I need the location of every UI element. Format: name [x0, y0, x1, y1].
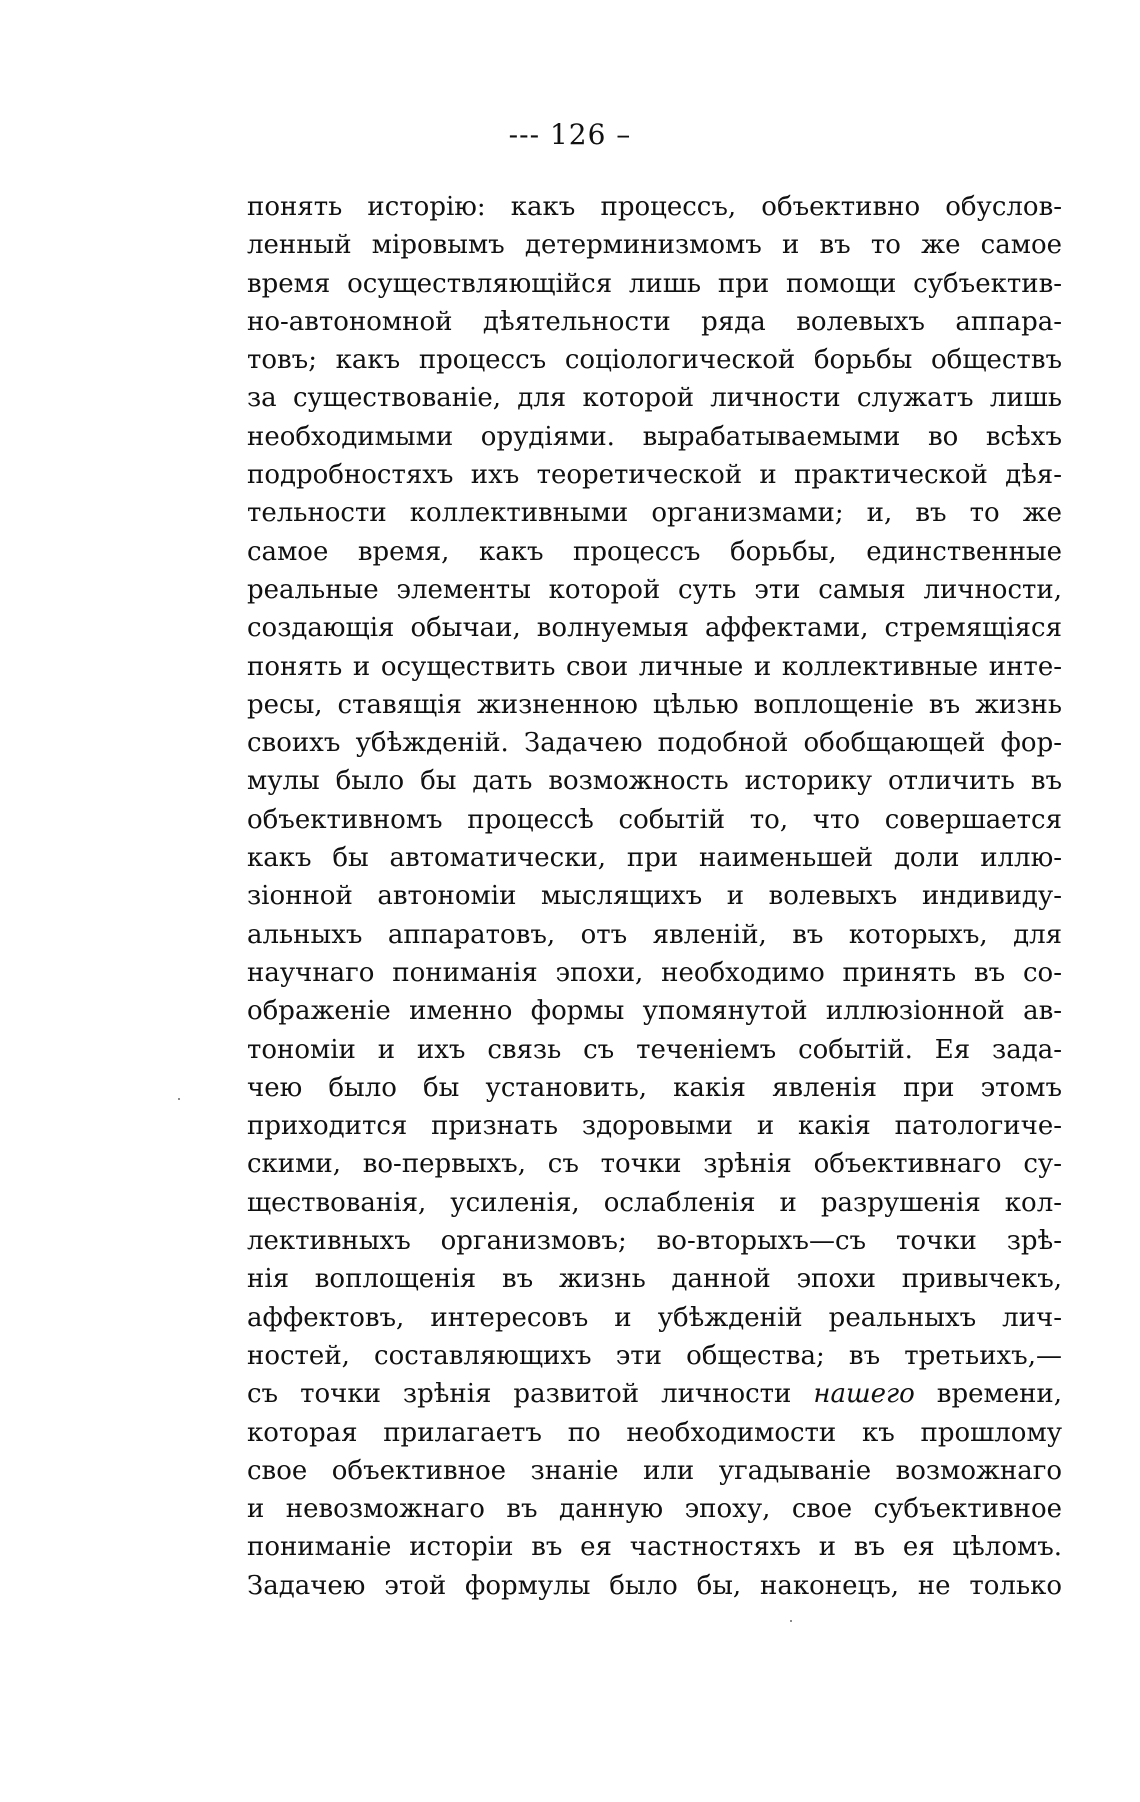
text-line: скими, во-первыхъ, съ точки зрѣнія объективнаго су- [247, 1149, 1062, 1180]
text-line: зіонной автономіи мыслящихъ и волевыхъ индивиду- [247, 881, 1062, 912]
text-line: лективныхъ организмовъ; во-вторыхъ—съ точки зрѣ- [247, 1226, 1062, 1257]
text-line: необходимыми орудіями. вырабатываемыми во всѣхъ [247, 421, 1062, 452]
text-line: альныхъ аппаратовъ, отъ явленій, въ которыхъ, для [247, 919, 1062, 950]
text-line: чею было бы установить, какія явленія при этомъ [247, 1072, 1062, 1103]
text-line: научнаго пониманія эпохи, необходимо принять въ со- [247, 957, 1062, 988]
text-line: ществованія, усиленія, ослабленія и разрушенія кол- [247, 1187, 1062, 1218]
text-line: ностей, составляющихъ эти общества; въ третьихъ,— [247, 1340, 1062, 1371]
text-line: приходится признать здоровыми и какія патологиче- [247, 1111, 1062, 1142]
text-line: свое объективное знаніе или угадываніе возможнаго [247, 1455, 1062, 1486]
text-line: которая прилагаетъ по необходимости къ прошлому [247, 1417, 1062, 1448]
text-line: Задачею этой формулы было бы, наконецъ, не только [247, 1570, 1062, 1601]
text-line: время осуществляющійся лишь при помощи субъектив- [247, 268, 1062, 299]
text-line: тельности коллективными организмами; и, въ то же [247, 498, 1062, 529]
text-line: какъ бы автоматически, при наименьшей доли иллю- [247, 843, 1062, 874]
text-line: подробностяхъ ихъ теоретической и практической дѣя- [247, 460, 1062, 491]
text-line: понять и осуществить свои личные и коллективные инте- [247, 651, 1062, 682]
text-line: нія воплощенія въ жизнь данной эпохи привычекъ, [247, 1264, 1062, 1295]
text-line: товъ; какъ процессъ соціологической борьбы обществъ [247, 345, 1062, 376]
text-line: но-автономной дѣятельности ряда волевыхъ аппара- [247, 306, 1062, 337]
text-line: понять исторію: какъ процессъ, объективно обуслов- [247, 192, 1062, 222]
text-line-with-italic [247, 1375, 1062, 1413]
body-text [247, 188, 1062, 1605]
italic-word: нашего [813, 1379, 915, 1410]
text-line: ленный міровымъ детерминизмомъ и въ то же самое [247, 230, 1062, 261]
page-number: --- 126 – [508, 118, 632, 151]
text-run: съ точки зрѣнія развитой личности [247, 1379, 814, 1410]
text-line: объективномъ процессѣ событій то, что совершается [247, 804, 1062, 835]
text-line: за существованіе, для которой личности служатъ лишь [247, 383, 1062, 414]
text-line: пониманіе исторіи въ ея частностяхъ и въ ея цѣломъ. [247, 1532, 1062, 1563]
text-line: аффектовъ, интересовъ и убѣжденій реальныхъ лич- [247, 1302, 1062, 1333]
text-line: создающія обычаи, волнуемыя аффектами, стремящіяся [247, 613, 1062, 644]
text-line: тономіи и ихъ связь съ теченіемъ событій. Ея зада- [247, 1034, 1062, 1065]
print-speck [178, 1098, 180, 1100]
text-line: ресы, ставящія жизненною цѣлью воплощеніе въ жизнь [247, 689, 1062, 720]
text-line: мулы было бы дать возможность историку отличить въ [247, 766, 1062, 797]
text-line: своихъ убѣжденій. Задачею подобной обобщающей фор- [247, 728, 1062, 759]
text-line: ображеніе именно формы упомянутой иллюзіонной ав- [247, 996, 1062, 1027]
text-line: самое время, какъ процессъ борьбы, единственные [247, 536, 1062, 567]
text-run: времени, [914, 1379, 1063, 1410]
text-line: и невозможнаго въ данную эпоху, свое субъективное [247, 1494, 1062, 1525]
text-line: реальные элементы которой суть эти самыя личности, [247, 574, 1062, 605]
print-speck [790, 1620, 792, 1622]
